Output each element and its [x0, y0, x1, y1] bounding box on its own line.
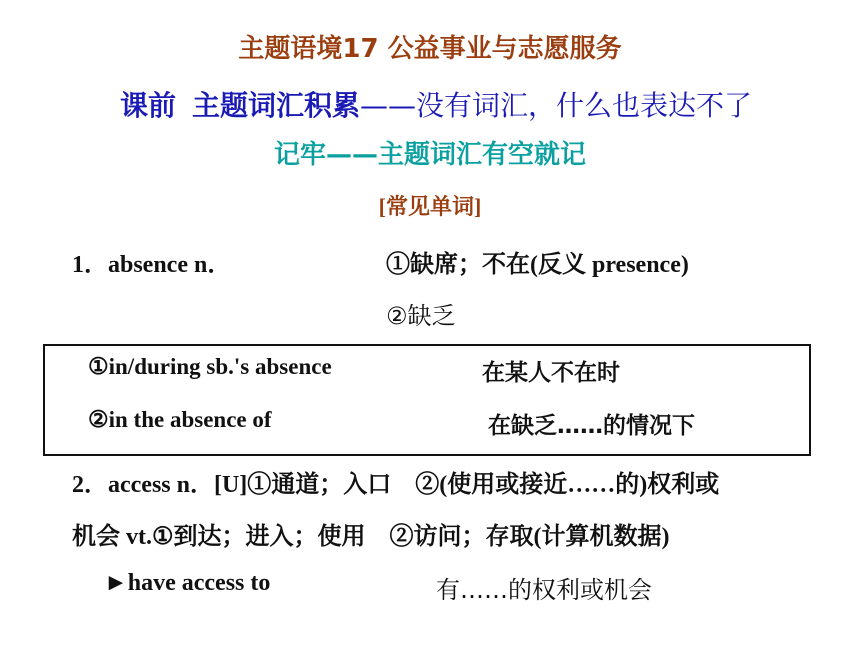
entry-line: 机会 vt.①到达；进入；使用 ②访问；存取(计算机数据) — [72, 524, 670, 550]
entry-line: 2．access n．[U]①通道；入口 ②(使用或接近……的)权利或 — [72, 472, 720, 498]
phrase-meaning: 在缺乏……的情况下 — [488, 413, 695, 439]
phrase-meaning: 在某人不在时 — [482, 360, 620, 386]
subtitle-label: 课前 — [120, 89, 177, 122]
subtitle-heading: 主题词汇积累 — [192, 89, 361, 122]
phrase-text: ②in the absence of — [88, 407, 272, 432]
section-subtitle — [120, 84, 752, 124]
entry-headword: 1．absence n． — [72, 252, 232, 278]
entry-meaning: ②缺乏 — [386, 302, 456, 330]
phrase-text: ①in/during sb.'s absence — [88, 354, 332, 379]
page-title: 主题语境17 公益事业与志愿服务 — [238, 34, 622, 64]
section-heading: [常见单词] — [378, 194, 482, 219]
entry-meaning: ①缺席；不在(反义 presence) — [386, 252, 689, 278]
memo-subtitle: 记牢——主题词汇有空就记 — [273, 140, 586, 170]
subtitle-tagline: ——没有词汇，什么也表达不了 — [360, 89, 753, 122]
phrase-text: ►have access to — [104, 570, 271, 596]
phrase-meaning: 有……的权利或机会 — [436, 576, 652, 604]
